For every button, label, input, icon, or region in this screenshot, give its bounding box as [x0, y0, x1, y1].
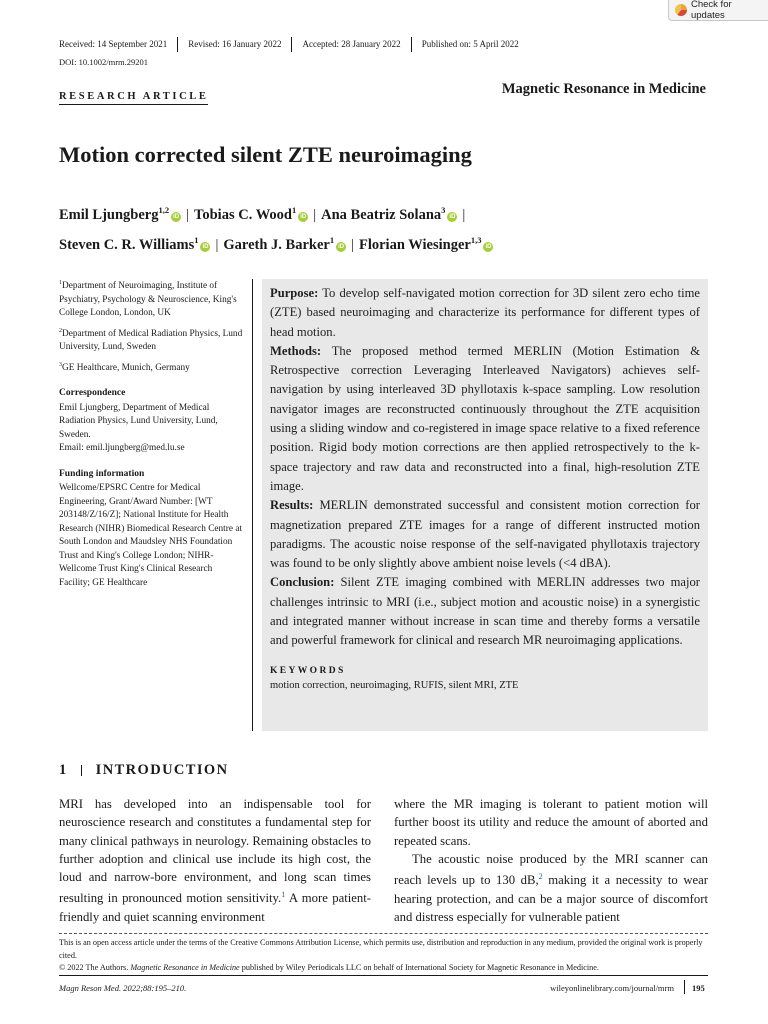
copyright-text: © 2022 The Authors. Magnetic Resonance in Medicine published by Wiley Periodicals LLC on behalf of International Society for Magnetic Resonance in Medicine.: [59, 963, 599, 972]
paragraph: MRI has developed into an indispensable tool for neuroscience research and constitutes a fundamental step for many clinical pathways in neurology. Remaining obstacles to further adoption and clinical use include its high cost, the loud and narrow-bore environment, and long scan times resulting in pronounced motion sensitivity.$^1$ A more patient-friendly and quiet scanning environment: [59, 797, 371, 925]
journal-website-link[interactable]: wileyonlinelibrary.com/journal/mrm: [550, 983, 674, 993]
journal-name: Magnetic Resonance in Medicine: [501, 81, 706, 97]
author[interactable]: Florian Wiesinger$^{1,3}$iD: [358, 234, 492, 253]
paragraph: The acoustic noise produced by the MRI scanner can reach levels up to 130 dB,$^2$ making it a necessity to wear hearing protection, and can be a major source of discomfort and distress especially for vulnerable patient: [394, 851, 709, 925]
revised-date: Revised: 16 January 2022: [177, 37, 291, 52]
reference-link[interactable]: 2: [538, 872, 543, 882]
intro-left-column: [59, 795, 371, 926]
orcid-icon[interactable]: iD: [173, 213, 180, 220]
page-title: Motion corrected silent ZTE neuroimaging: [59, 142, 472, 167]
license-text: This is an open access article under the terms of the Creative Commons Attribution License, which permits use, distribution and reproduction in any medium, provided the original work is properly cited.: [59, 938, 703, 960]
section-title: INTRODUCTION: [95, 762, 229, 778]
orcid-icon[interactable]: iD: [202, 243, 209, 250]
author-list: Emil Ljungberg$^{1,2}$iD | Tobias C. Wood$^1$iD | Ana Beatriz Solana$^3$iD | Steven C. R. Williams$^1$iD | Gareth J. Barker$^1$iD | Florian Wiesinger$^{1,3}$iD: [59, 205, 492, 253]
orcid-icon[interactable]: iD: [485, 243, 492, 250]
affiliation: $^2$Department of Medical Radiation Physics, Lund University, Lund, Sweden: [59, 327, 243, 353]
keywords-heading: KEYWORDS: [270, 665, 346, 676]
received-date: Received: 14 September 2021: [59, 39, 168, 49]
paragraph: where the MR imaging is tolerant to patient motion will further boost its utility and reduce the amount of aborted and repeated scans.: [394, 797, 708, 848]
intro-right-column: [394, 795, 708, 926]
abstract-results: Results: MERLIN demonstrated successful and consistent motion correction for magnetization prepared ZTE images for a range of different instructed motion paradigms. The acoustic noise response of the self-navigated phyllotaxis trajectory was found to be only slightly above ambient noise levels (<4 dBA).: [270, 498, 700, 571]
section-number: 1: [59, 762, 68, 778]
abstract: [262, 279, 708, 731]
orcid-icon[interactable]: iD: [300, 213, 307, 220]
citation: Magn Reson Med. 2022;88:195–210.: [59, 983, 187, 993]
sidebar-info: [59, 277, 244, 594]
orcid-icon[interactable]: iD: [449, 213, 456, 220]
author[interactable]: Steven C. R. Williams$^1$iD: [59, 234, 209, 253]
check-for-updates-label: Check for updates: [690, 0, 732, 21]
column-divider: [252, 279, 253, 731]
author[interactable]: Gareth J. Barker$^1$iD: [223, 234, 345, 253]
page-number-divider: [684, 980, 685, 994]
affiliation: $^1$Department of Neuroimaging, Institute of Psychiatry, Psychology & Neuroscience, King's College London, London, UK: [59, 280, 237, 319]
abstract-conclusion: Conclusion: Silent ZTE imaging combined with MERLIN addresses two major challenges intrinsic to MRI (i.e., subject motion and acoustic noise) in a synergistic and integrated manner without increase in scan time and thereby forms a versatile and powerful framework for clinical and research MR neuroimaging applications.: [270, 575, 700, 648]
author[interactable]: Tobias C. Wood$^1$iD: [194, 205, 307, 223]
correspondence-heading: Correspondence: [59, 388, 126, 399]
author[interactable]: Ana Beatriz Solana$^3$iD: [321, 205, 456, 223]
affiliation: $^3$GE Healthcare, Munich, Germany: [59, 361, 190, 373]
correspondence-email[interactable]: Email: emil.ljungberg@med.lu.se: [59, 443, 185, 454]
page-number: 195: [692, 983, 705, 993]
check-for-updates-button[interactable]: [668, 0, 768, 21]
footer-divider: [59, 975, 708, 976]
article-type: RESEARCH ARTICLE: [59, 91, 208, 105]
published-date: Published on: 5 April 2022: [411, 37, 529, 52]
reference-link[interactable]: 1: [281, 890, 286, 900]
accepted-date: Accepted: 28 January 2022: [291, 37, 410, 52]
author[interactable]: Emil Ljungberg$^{1,2}$iD: [59, 205, 180, 223]
funding-text: Wellcome/EPSRC Centre for Medical Engineering, Grant/Award Number: [WT 203148/Z/16/Z]; National Institute for Health Research (NIHR) Biomedical Research Centre at South London and Maudsley NHS Foundation Trust and King's College London; NIHR-Wellcome Trust King's Clinical Research Facility; GE Healthcare: [59, 483, 243, 588]
footnote-divider: [59, 933, 708, 934]
orcid-icon[interactable]: iD: [338, 243, 345, 250]
update-icon: [675, 4, 687, 16]
abstract-purpose: Purpose: To develop self-navigated motion correction for 3D silent zero echo time (ZTE) based neuroimaging and characterize its performance for different types of head motion.: [270, 286, 700, 339]
keywords: motion correction, neuroimaging, RUFIS, silent MRI, ZTE: [270, 679, 519, 691]
license-note: [59, 937, 708, 975]
article-dates: [59, 37, 529, 52]
funding-heading: Funding information: [59, 468, 145, 479]
section-heading: [59, 762, 228, 779]
doi[interactable]: DOI: 10.1002/mrm.29201: [59, 57, 149, 67]
abstract-methods: Methods: The proposed method termed MERLIN (Motion Estimation & Retrospective correction Leveraging Interleaved Navigators) achieves self-navigation by using interleaved 3D phyllotaxis k-space sampling. Low resolution navigator images are reconstructed continuously throughout the ZTE acquisition using a sliding window and co-registered in image space relative to a fixed reference position. Rigid body motion corrections are then applied retrospectively to the k-space trajectory and raw data and reconstructed into a final, high-resolution ZTE image.: [270, 343, 701, 493]
correspondence-text: Emil Ljungberg, Department of Medical Radiation Physics, Lund University, Lund, Sweden.: [59, 402, 218, 440]
